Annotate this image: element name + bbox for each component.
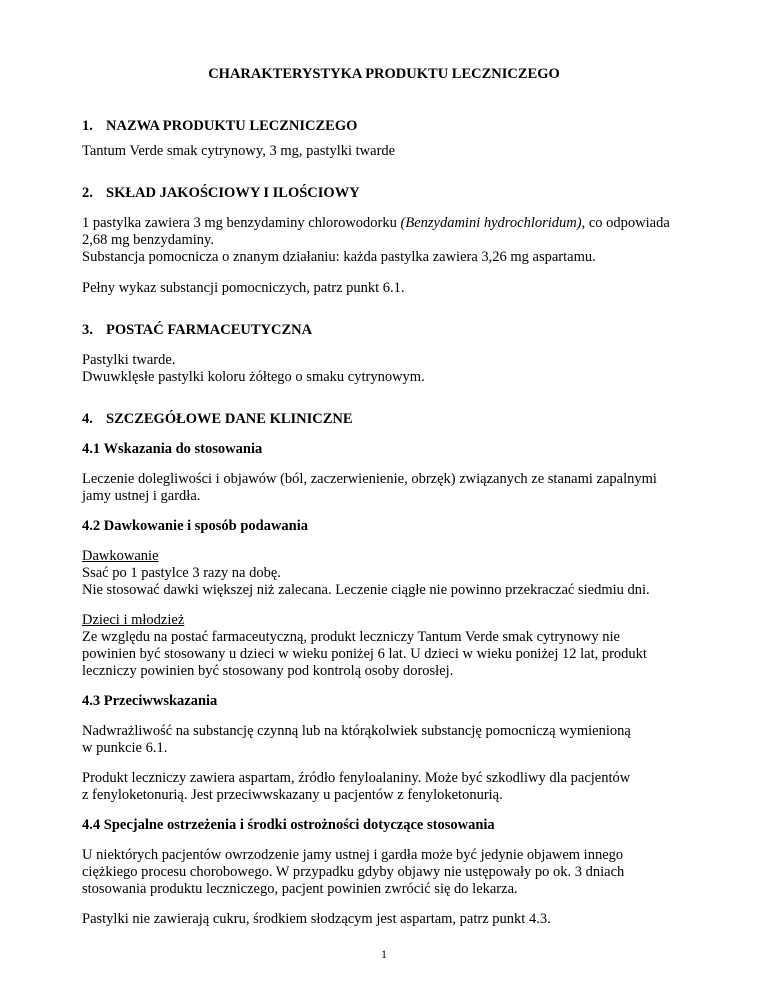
section-3-title: POSTAĆ FARMACEUTYCZNA [106, 322, 313, 338]
section-4-4-line-3: stosowania produktu leczniczego, pacjent powinien zwrócić się do lekarza. [82, 881, 518, 897]
section-4-heading [82, 411, 353, 428]
section-4-2-line-3: Ze względu na postać farmaceutyczną, produkt leczniczy Tantum Verde smak cytrynowy nie [82, 629, 620, 645]
section-2-heading [82, 185, 360, 202]
section-1-number: 1. [82, 118, 93, 134]
section-4-4-heading: 4.4 Specjalne ostrzeżenia i środki ostrożności dotyczące stosowania [82, 817, 495, 833]
section-3-line-2: Dwuwklęsłe pastylki koloru żółtego o smaku cytrynowym. [82, 369, 425, 385]
section-4-3-line-2: w punkcie 6.1. [82, 740, 168, 756]
section-4-1-heading: 4.1 Wskazania do stosowania [82, 441, 263, 457]
section-1-title: NAZWA PRODUKTU LECZNICZEGO [106, 118, 358, 134]
document-title: CHARAKTERYSTYKA PRODUKTU LECZNICZEGO [208, 66, 560, 82]
section-4-2-line-2: Nie stosować dawki większej niż zalecana. Leczenie ciągłe nie powinno przekraczać siedmiu dni. [82, 582, 650, 598]
section-2-title: SKŁAD JAKOŚCIOWY I ILOŚCIOWY [106, 185, 360, 201]
latin-name: (Benzydamini hydrochloridum) [400, 215, 582, 231]
section-4-4-line-4: Pastylki nie zawierają cukru, środkiem słodzącym jest aspartam, patrz punkt 4.3. [82, 911, 551, 927]
section-2-line-1 [82, 215, 670, 232]
section-3-number: 3. [82, 322, 93, 338]
section-2-line-2: 2,68 mg benzydaminy. [82, 232, 214, 248]
composition-text-end: , co odpowiada [581, 215, 670, 231]
section-4-2-line-4: powinien być stosowany u dzieci w wieku poniżej 6 lat. U dzieci w wieku poniżej 12 lat, produkt [82, 646, 647, 662]
section-4-3-line-1: Nadwrażliwość na substancję czynną lub na którąkolwiek substancję pomocniczą wymienioną [82, 723, 631, 739]
section-1-heading [82, 118, 357, 135]
section-1-text: Tantum Verde smak cytrynowy, 3 mg, pastylki twarde [82, 143, 396, 159]
section-4-1-line-2: jamy ustnej i gardła. [82, 488, 201, 504]
section-4-2-line-1: Ssać po 1 pastylce 3 razy na dobę. [82, 565, 281, 581]
section-2-line-3: Substancja pomocnicza o znanym działaniu: każda pastylka zawiera 3,26 mg aspartamu. [82, 249, 596, 265]
section-4-4-line-1: U niektórych pacjentów owrzodzenie jamy ustnej i gardła może być jedynie objawem innego [82, 847, 624, 863]
section-3-line-1: Pastylki twarde. [82, 352, 176, 368]
section-4-3-line-4: z fenyloketonurią. Jest przeciwwskazany u pacjentów z fenyloketonurią. [82, 787, 503, 803]
section-4-2-heading: 4.2 Dawkowanie i sposób podawania [82, 518, 309, 534]
dosage-subheading: Dawkowanie [82, 548, 159, 564]
section-4-3-line-3: Produkt leczniczy zawiera aspartam, źródło fenyloalaniny. Może być szkodliwy dla pacjentów [82, 770, 631, 786]
composition-text: 1 pastylka zawiera 3 mg benzydaminy chlorowodorku [82, 215, 401, 231]
section-4-4-line-2: ciężkiego procesu chorobowego. W przypadku gdyby objawy nie ustępowały po ok. 3 dniach [82, 864, 625, 880]
section-4-3-heading: 4.3 Przeciwwskazania [82, 693, 218, 709]
children-subheading: Dzieci i młodzież [82, 612, 185, 628]
section-4-1-line-1: Leczenie dolegliwości i objawów (ból, zaczerwienienie, obrzęk) związanych ze stanami zapalnymi [82, 471, 657, 487]
section-4-title: SZCZEGÓŁOWE DANE KLINICZNE [106, 411, 353, 427]
section-4-2-line-5: leczniczy powinien być stosowany pod kontrolą osoby dorosłej. [82, 663, 454, 679]
page-number: 1 [381, 947, 387, 961]
section-2-line-4: Pełny wykaz substancji pomocniczych, patrz punkt 6.1. [82, 280, 405, 296]
section-3-heading [82, 322, 312, 339]
section-4-number: 4. [82, 411, 93, 427]
section-2-number: 2. [82, 185, 93, 201]
